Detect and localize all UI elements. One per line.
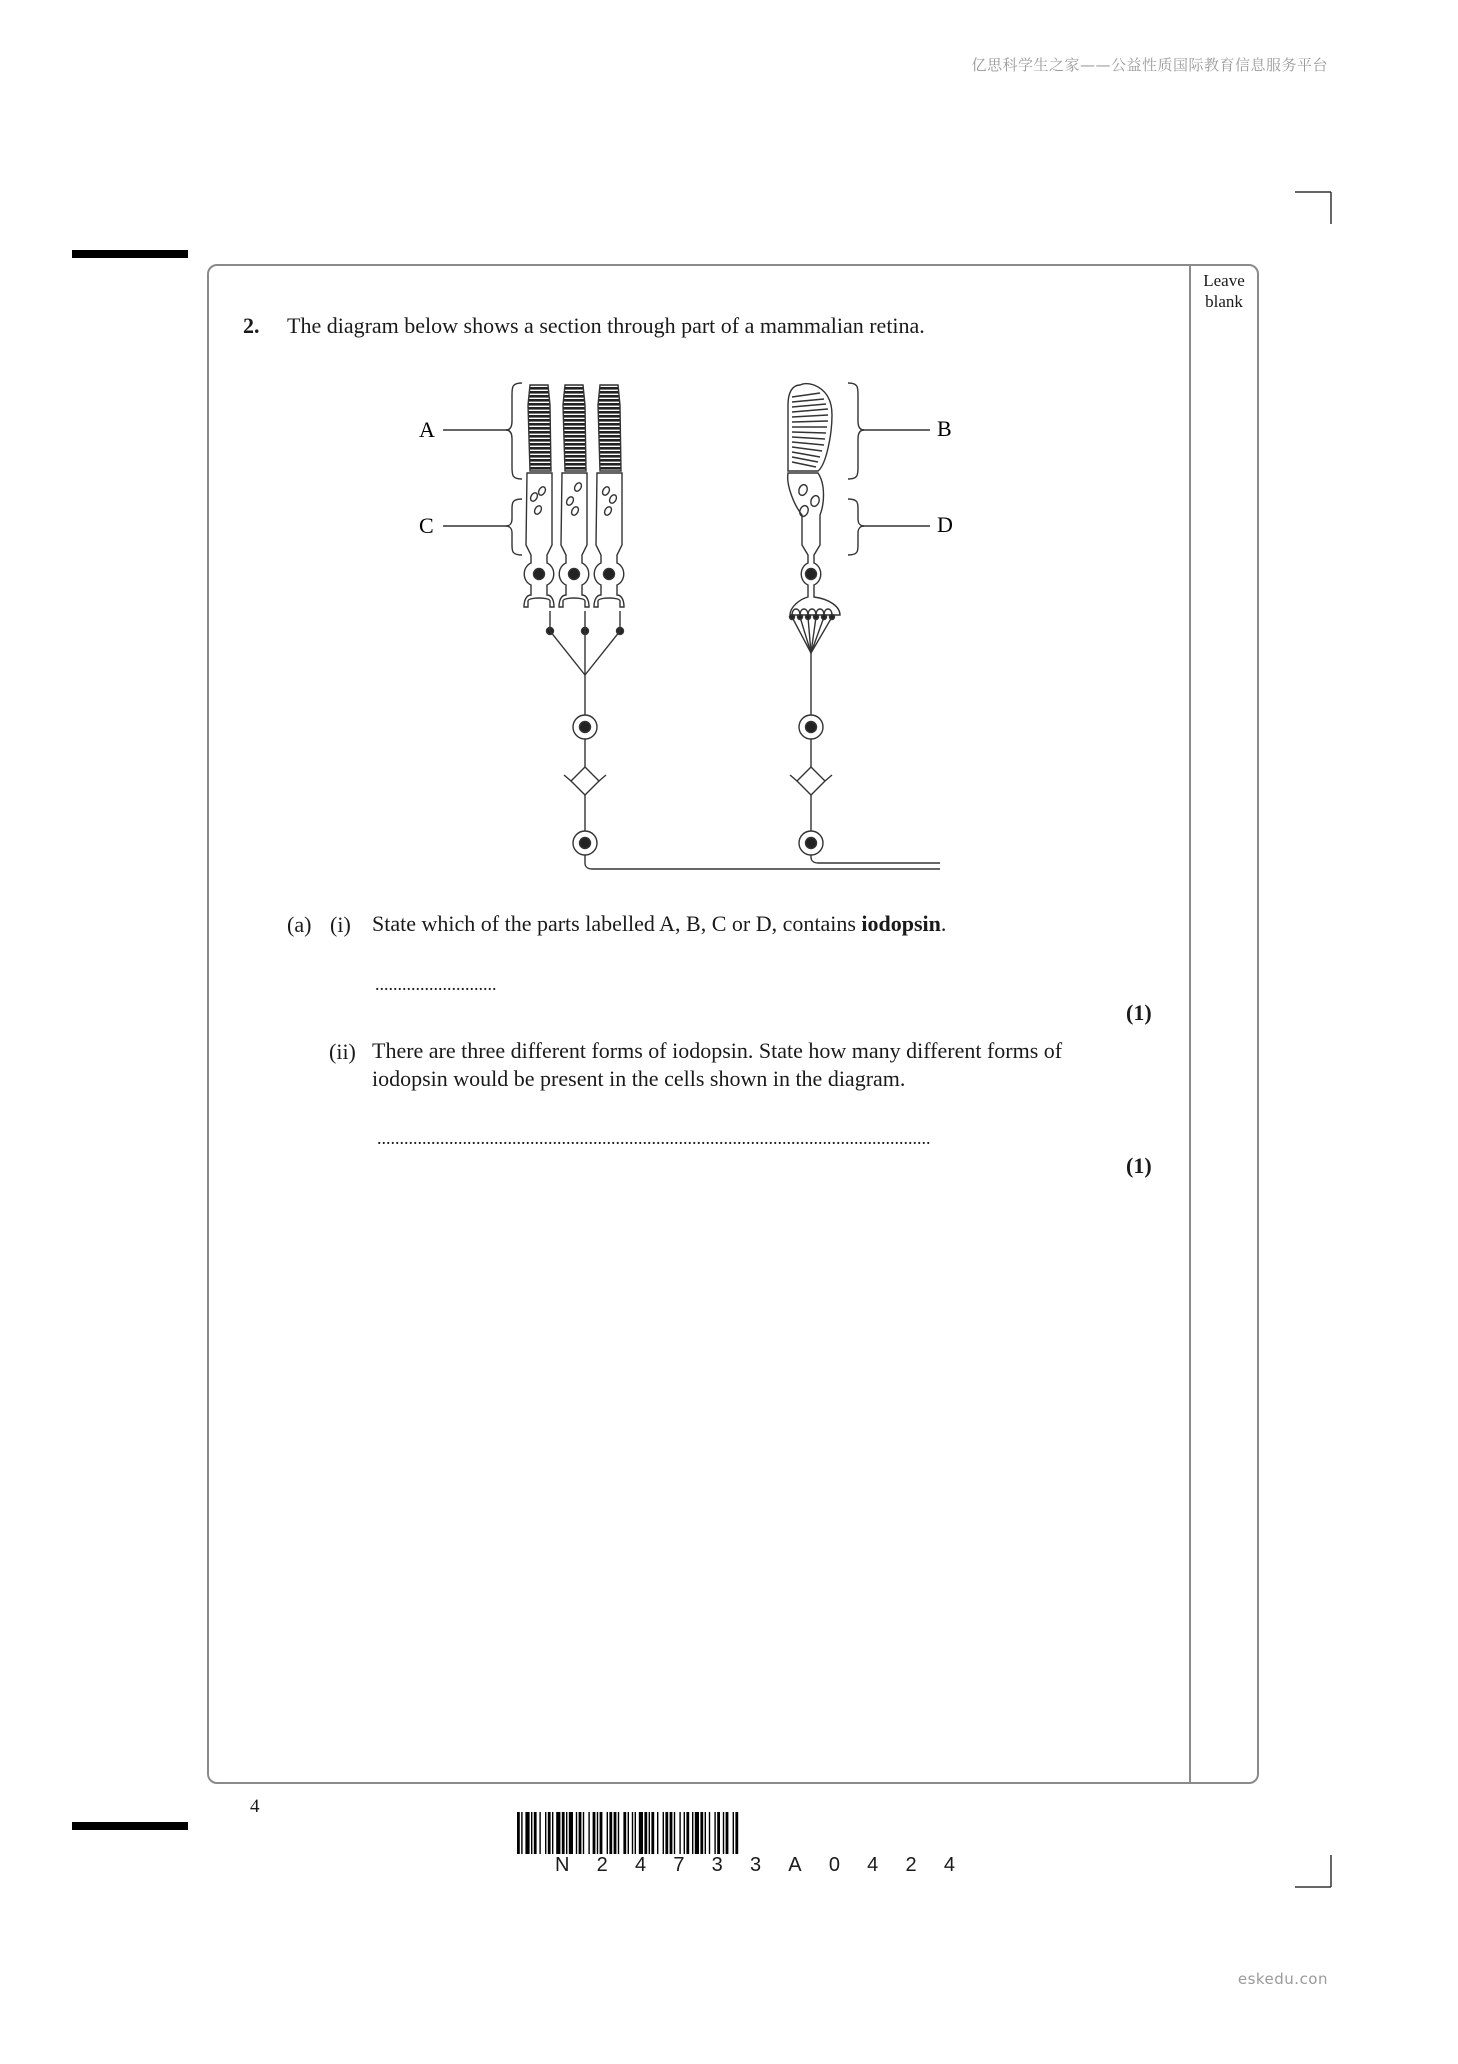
- label-c: C: [419, 513, 434, 538]
- question-stem: The diagram below shows a section through part of a mammalian retina.: [287, 313, 925, 338]
- footer-watermark: eskedu.con: [1237, 1970, 1328, 1988]
- cone-cells: [524, 385, 940, 869]
- barcode-bar: [562, 1812, 565, 1854]
- barcode-bar: [623, 1812, 626, 1854]
- barcode-bar: [531, 1812, 532, 1854]
- barcode-char: 4: [634, 1854, 647, 1876]
- barcode-char: 0: [828, 1854, 840, 1876]
- barcode-char: 4: [867, 1854, 879, 1876]
- leave-blank-label: Leave blank: [1203, 271, 1245, 311]
- barcode-char: N: [555, 1854, 570, 1876]
- barcode-bar: [705, 1812, 706, 1854]
- part-a-label: (a): [287, 912, 312, 937]
- barcode-bar: [665, 1812, 668, 1854]
- barcode-bar: [569, 1812, 573, 1854]
- barcode-bar: [552, 1812, 553, 1854]
- label-d: D: [937, 512, 953, 537]
- barcode-bar: [539, 1812, 540, 1854]
- barcode-bar: [723, 1812, 724, 1854]
- header-watermark: 亿思科学生之家——公益性质国际教育信息服务平台: [971, 56, 1328, 74]
- barcode-bar: [521, 1812, 522, 1854]
- barcode-bar: [639, 1812, 643, 1854]
- barcode-bar: [670, 1812, 673, 1854]
- barcode-bar: [556, 1812, 560, 1854]
- part-a-ii-label: (ii): [329, 1039, 356, 1064]
- barcode-bar: [628, 1812, 629, 1854]
- barcode-bar: [695, 1812, 699, 1854]
- rod-cell: [788, 384, 940, 864]
- barcode-bar: [717, 1812, 720, 1854]
- barcode-bar: [632, 1812, 633, 1854]
- barcode-bar: [534, 1812, 537, 1854]
- part-a-i-mark: (1): [1126, 1000, 1152, 1025]
- barcode-char: A: [788, 1854, 802, 1876]
- barcode-bar: [548, 1812, 551, 1854]
- barcode-bar: [545, 1812, 546, 1854]
- barcode-bar: [674, 1812, 675, 1854]
- registration-bar-top: [72, 250, 188, 258]
- part-a-i-question: State which of the parts labelled A, B, C or D, contains iodopsin.: [372, 911, 947, 936]
- part-a-i-label: (i): [330, 912, 351, 937]
- barcode-bar: [733, 1812, 734, 1854]
- barcode-char: 7: [673, 1854, 685, 1876]
- barcode-bar: [597, 1812, 598, 1854]
- crop-mark-bottom-right: [1295, 1855, 1335, 1891]
- barcode-bar: [709, 1812, 710, 1854]
- part-a-ii-answer-line[interactable]: ...........................................................................................................................: [377, 1128, 931, 1148]
- barcode-bar: [651, 1812, 654, 1854]
- barcode-char: 3: [749, 1854, 762, 1876]
- barcode: [517, 1812, 953, 1854]
- barcode-bar: [588, 1812, 589, 1854]
- barcode-bar: [609, 1812, 612, 1854]
- barcode-bar: [576, 1812, 577, 1854]
- part-a-i-answer-line[interactable]: ...........................: [375, 974, 497, 994]
- part-a-ii-question-line2: iodopsin would be present in the cells shown in the diagram.: [372, 1066, 906, 1091]
- retina-diagram: [400, 375, 960, 885]
- barcode-bar: [517, 1812, 520, 1854]
- barcode-bar: [525, 1812, 529, 1854]
- barcode-bar: [614, 1812, 617, 1854]
- leave-blank-column: [1189, 264, 1259, 1784]
- label-b: B: [937, 416, 952, 441]
- barcode-bar: [593, 1812, 596, 1854]
- barcode-bar: [714, 1812, 715, 1854]
- barcode-bar: [679, 1812, 680, 1854]
- barcode-bar: [735, 1812, 738, 1854]
- barcode-bar: [583, 1812, 584, 1854]
- part-a-ii-mark: (1): [1126, 1153, 1152, 1178]
- barcode-char: 2: [905, 1854, 917, 1876]
- barcode-bar: [657, 1812, 658, 1854]
- barcode-bar: [663, 1812, 664, 1854]
- barcode-bar: [635, 1812, 636, 1854]
- barcode-char: 3: [711, 1854, 723, 1876]
- part-a-ii-question-line1: There are three different forms of iodopsin. State how many different forms of: [372, 1038, 1063, 1063]
- barcode-char: 2: [596, 1854, 608, 1876]
- barcode-bar: [686, 1812, 689, 1854]
- registration-bar-bottom: [72, 1822, 188, 1830]
- barcode-bar: [618, 1812, 619, 1854]
- label-a: A: [419, 417, 435, 442]
- barcode-bar: [692, 1812, 693, 1854]
- barcode-bar: [700, 1812, 703, 1854]
- barcode-bar: [649, 1812, 650, 1854]
- page-number: 4: [250, 1796, 260, 1817]
- crop-mark-top-right: [1295, 190, 1335, 226]
- barcode-bar: [726, 1812, 729, 1854]
- barcode-char: 4: [943, 1854, 955, 1876]
- barcode-bar: [607, 1812, 608, 1854]
- question-number: 2.: [243, 313, 260, 338]
- barcode-bar: [600, 1812, 603, 1854]
- barcode-text: [555, 1854, 955, 1877]
- barcode-bar: [684, 1812, 685, 1854]
- barcode-bar: [644, 1812, 647, 1854]
- barcode-bar: [566, 1812, 567, 1854]
- barcode-bar: [579, 1812, 582, 1854]
